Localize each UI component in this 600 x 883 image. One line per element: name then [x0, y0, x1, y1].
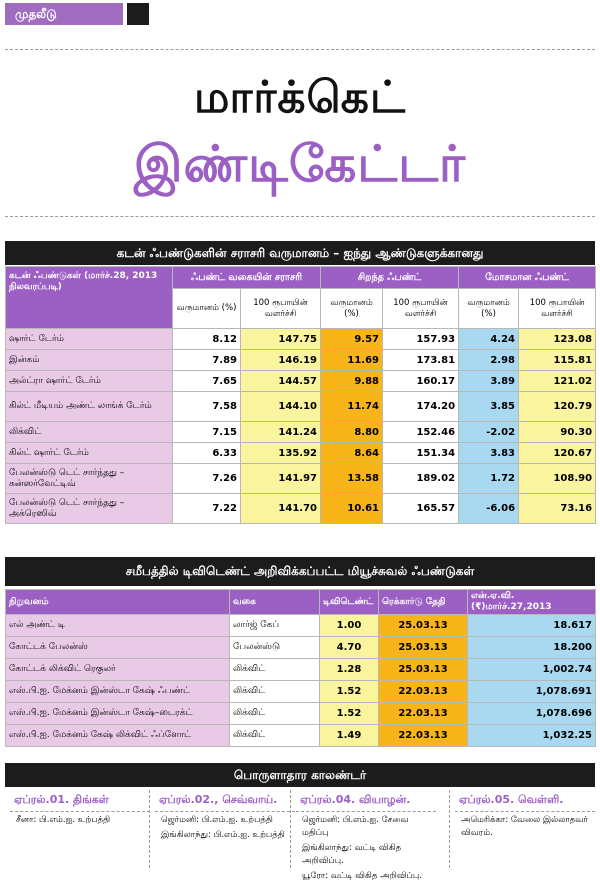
table-row	[6, 681, 596, 703]
column-header-fund: நிறுவனம்	[6, 590, 230, 615]
calendar-event: அமெரிக்கா: வேலை இல்லாதவர் விவரம்.	[461, 815, 588, 838]
subheader: வருமானம் (%)	[173, 289, 241, 329]
calendar-event: இங்கிலாந்து: பி.எம்.ஐ. உற்பத்தி	[161, 830, 285, 840]
table-cell: 115.81	[519, 350, 596, 371]
fund-type: லார்ஜ் கேப்	[230, 615, 320, 637]
nav-value: 18.617	[468, 615, 596, 637]
table-cell: 7.58	[173, 392, 241, 422]
calendar-event: ஜெர்மனி: பி.எம்.ஐ. சேவை மதிப்பு	[302, 815, 409, 838]
fund-name: எஸ்.பி.ஐ. மேக்னம் இன்ஸ்டா கேஷ் ஃபண்ட்	[6, 681, 230, 703]
nav-value: 1,002.74	[468, 659, 596, 681]
table-cell: 7.26	[173, 464, 241, 494]
subheader: 100 ரூபாயின் வளர்ச்சி	[241, 289, 321, 329]
record-date: 22.03.13	[379, 681, 468, 703]
table-cell: 120.79	[519, 392, 596, 422]
calendar-separator	[449, 790, 450, 868]
table-cell: 73.16	[519, 494, 596, 524]
calendar-separator	[149, 790, 150, 868]
fund-name: எல் அண்ட் டி	[6, 615, 230, 637]
calendar-day	[10, 790, 150, 868]
fund-name: எஸ்.பி.ஐ. மேக்னம் கேஷ் லிக்விட் ஃப்ளோட்	[6, 725, 230, 747]
calendar-heading: பொருளாதார காலண்டர்	[5, 763, 595, 787]
table-cell: 189.02	[383, 464, 459, 494]
calendar-day	[455, 790, 595, 868]
fund-category: பேலன்ஸ்டு டெட் சார்ந்தது – கன்ஸர்வேட்டிவ்	[6, 464, 173, 494]
calendar-day	[296, 790, 436, 881]
table-cell: -6.06	[459, 494, 519, 524]
calendar-separator	[290, 790, 291, 868]
dividend-funds-table	[5, 589, 596, 747]
subheader: 100 ரூபாயின் வளர்ச்சி	[383, 289, 459, 329]
fund-category: கில்ட் மீடியம் அண்ட் லாங்க் டேர்ம்	[6, 392, 173, 422]
table-cell: 3.89	[459, 371, 519, 392]
calendar-event: ஜெர்மனி: பி.எம்.ஐ. உற்பத்தி	[161, 815, 273, 825]
column-header-record-date: ரெக்கார்டு தேதி	[379, 590, 468, 615]
table-row	[6, 443, 596, 464]
fund-category: பேலன்ஸ்டு டெட் சார்ந்தது – அக்ரெஸிவ்	[6, 494, 173, 524]
column-header-dividend: டிவிடெண்ட்	[320, 590, 379, 615]
table-cell: 90.30	[519, 422, 596, 443]
subheader: வருமானம் (%)	[459, 289, 519, 329]
calendar-event: யூரோ: வட்டி விகித அறிவிப்பு.	[302, 871, 422, 881]
table-row	[6, 371, 596, 392]
table-row	[6, 703, 596, 725]
table-cell: 108.90	[519, 464, 596, 494]
dividend-table-heading: சமீபத்தில் டிவிடெண்ட் அறிவிக்கப்பட்ட மியூச்சுவல் ஃபண்டுகள்	[5, 557, 595, 586]
calendar-event: இங்கிலாந்து: வட்டி விகித அறிவிப்பு.	[302, 843, 402, 866]
table-cell: 3.83	[459, 443, 519, 464]
fund-name: கோட்டக் லிக்விட் ரெகுலர்	[6, 659, 230, 681]
fund-category: லிக்விட்	[6, 422, 173, 443]
table-cell: 141.97	[241, 464, 321, 494]
table-cell: 152.46	[383, 422, 459, 443]
record-date: 25.03.13	[379, 659, 468, 681]
fund-category: இன்கம்	[6, 350, 173, 371]
section-tag: முதலீடு	[5, 3, 123, 25]
dividend-value: 4.70	[320, 637, 379, 659]
table-cell: 11.69	[321, 350, 383, 371]
table-cell: 174.20	[383, 392, 459, 422]
table-cell: 146.19	[241, 350, 321, 371]
record-date: 25.03.13	[379, 637, 468, 659]
table-cell: 6.33	[173, 443, 241, 464]
dividend-value: 1.00	[320, 615, 379, 637]
table-cell: 8.64	[321, 443, 383, 464]
fund-name: கோட்டக் பேலன்ஸ்	[6, 637, 230, 659]
group-header-category-average: ஃபண்ட் வகையின் சராசரி	[173, 267, 321, 289]
table-cell: -2.02	[459, 422, 519, 443]
nav-value: 18.200	[468, 637, 596, 659]
table-cell: 9.88	[321, 371, 383, 392]
table-row	[6, 494, 596, 524]
table-cell: 141.70	[241, 494, 321, 524]
table-cell: 173.81	[383, 350, 459, 371]
subheader: வருமானம் (%)	[321, 289, 383, 329]
table-row	[6, 329, 596, 350]
table-cell: 4.24	[459, 329, 519, 350]
table-cell: 157.93	[383, 329, 459, 350]
table-row	[6, 637, 596, 659]
subheader: 100 ரூபாயின் வளர்ச்சி	[519, 289, 596, 329]
table-cell: 144.57	[241, 371, 321, 392]
table-cell: 135.92	[241, 443, 321, 464]
record-date: 22.03.13	[379, 725, 468, 747]
table-cell: 123.08	[519, 329, 596, 350]
table-row	[6, 615, 596, 637]
table-cell: 2.98	[459, 350, 519, 371]
debt-table-corner-label: கடன் ஃபண்டுகள் (மார்ச்.28, 2013 நிலவரப்படி)	[6, 267, 173, 329]
calendar-date: ஏப்ரல்.01. திங்கள்	[10, 790, 150, 812]
column-header-nav: என்.ஏ.வி.(₹)மார்ச்.27,2013	[468, 590, 596, 615]
nav-value: 1,078.696	[468, 703, 596, 725]
table-cell: 8.80	[321, 422, 383, 443]
table-cell: 13.58	[321, 464, 383, 494]
table-cell: 165.57	[383, 494, 459, 524]
table-cell: 160.17	[383, 371, 459, 392]
table-cell: 151.34	[383, 443, 459, 464]
fund-category: அல்ட்ரா ஷார்ட் டேர்ம்	[6, 371, 173, 392]
table-cell: 120.67	[519, 443, 596, 464]
table-cell: 121.02	[519, 371, 596, 392]
dividend-value: 1.52	[320, 703, 379, 725]
group-header-best-fund: சிறந்த ஃபண்ட்	[321, 267, 459, 289]
table-cell: 7.15	[173, 422, 241, 443]
fund-category: ஷார்ட் டேர்ம்	[6, 329, 173, 350]
dividend-value: 1.49	[320, 725, 379, 747]
table-cell: 3.85	[459, 392, 519, 422]
record-date: 22.03.13	[379, 703, 468, 725]
table-cell: 11.74	[321, 392, 383, 422]
table-cell: 7.22	[173, 494, 241, 524]
table-cell: 7.65	[173, 371, 241, 392]
table-cell: 147.75	[241, 329, 321, 350]
fund-type: லிக்விட்	[230, 703, 320, 725]
calendar-date: ஏப்ரல்.04. வியாழன்.	[296, 790, 436, 812]
title-divider	[5, 216, 595, 217]
table-cell: 1.72	[459, 464, 519, 494]
debt-funds-table	[5, 266, 596, 524]
table-row	[6, 464, 596, 494]
dividend-value: 1.28	[320, 659, 379, 681]
calendar-date: ஏப்ரல்.05. வெள்ளி.	[455, 790, 595, 812]
table-cell: 144.10	[241, 392, 321, 422]
fund-name: எஸ்.பி.ஐ. மேக்னம் இன்ஸ்டா கேஷ்–டைரக்ட்	[6, 703, 230, 725]
table-cell: 141.24	[241, 422, 321, 443]
fund-category: கில்ட் ஷார்ட் டேர்ம்	[6, 443, 173, 464]
top-divider	[5, 49, 595, 50]
table-row	[6, 725, 596, 747]
fund-type: பேலன்ஸ்டு	[230, 637, 320, 659]
page-title-line2: இண்டிகேட்டர்	[133, 135, 467, 193]
column-header-type: வகை	[230, 590, 320, 615]
calendar-date: ஏப்ரல்.02., செவ்வாய்.	[155, 790, 295, 812]
table-cell: 10.61	[321, 494, 383, 524]
page-title-line1: மார்க்கெட்	[194, 72, 406, 123]
nav-value: 1,032.25	[468, 725, 596, 747]
table-row	[6, 659, 596, 681]
table-cell: 9.57	[321, 329, 383, 350]
table-cell: 7.89	[173, 350, 241, 371]
fund-type: லிக்விட்	[230, 659, 320, 681]
fund-type: லிக்விட்	[230, 681, 320, 703]
nav-value: 1,078.691	[468, 681, 596, 703]
table-row	[6, 392, 596, 422]
table-cell: 8.12	[173, 329, 241, 350]
group-header-worst-fund: மோசமான ஃபண்ட்	[459, 267, 596, 289]
calendar-day	[155, 790, 295, 868]
fund-type: லிக்விட்	[230, 725, 320, 747]
table-row	[6, 422, 596, 443]
debt-table-heading: கடன் ஃபண்டுகளின் சராசரி வருமானம் – ஐந்து ஆண்டுகளுக்கானது	[5, 241, 595, 265]
dividend-value: 1.52	[320, 681, 379, 703]
section-tag-marker	[127, 3, 149, 25]
calendar-event: சீனா: பி.எம்.ஐ. உற்பத்தி	[16, 815, 111, 825]
record-date: 25.03.13	[379, 615, 468, 637]
table-row	[6, 350, 596, 371]
